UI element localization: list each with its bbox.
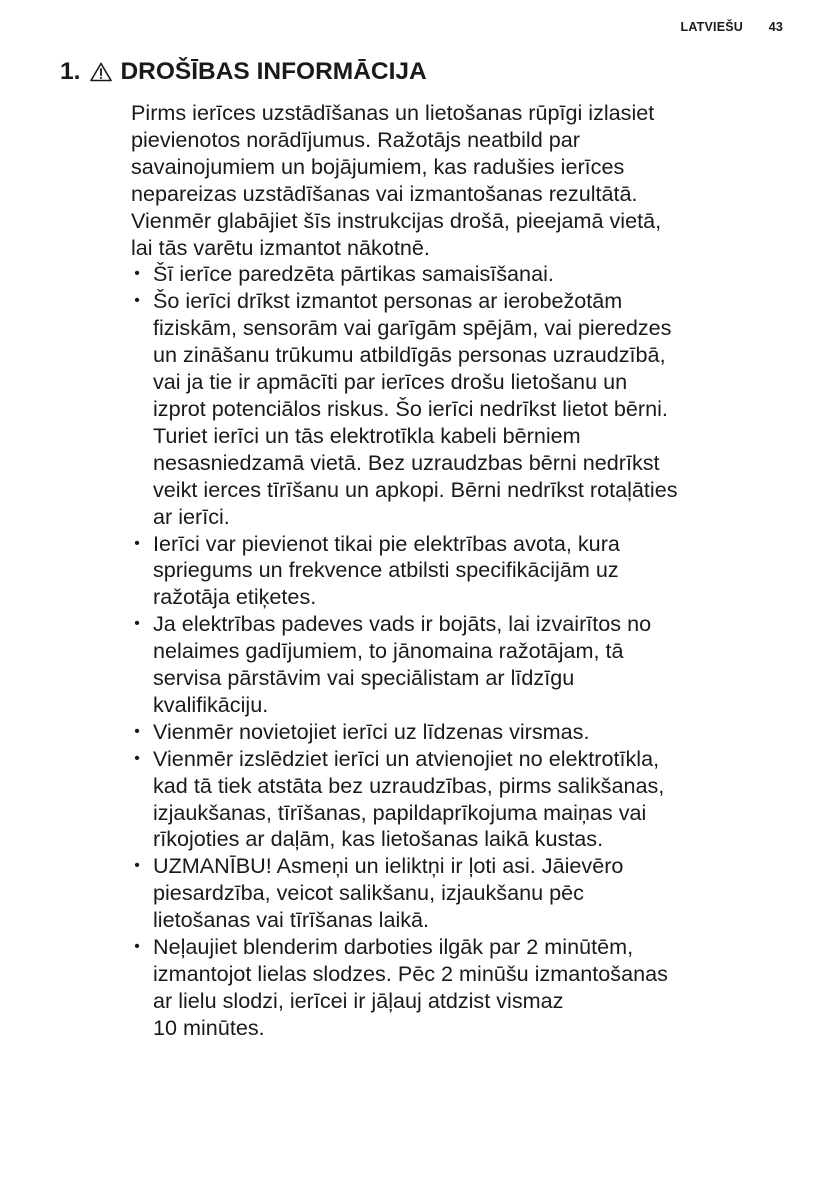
list-item — [131, 531, 791, 612]
list-item-text: Ja elektrības padeves vads ir bojāts, lai izvairītos no nelaimes gadījumiem, to jānomaina ražotājam, tā servisa pārstāvim vai speciālistam ar līdzīgu kvalifikāciju. — [153, 611, 652, 717]
list-item-text: Neļaujiet blenderim darboties ilgāk par 2 minūtēm, izmantojot lielas slodzes. Pēc 2 minūšu izmantošanas ar lielu slodzi, ierīcei ir jāļauj atdzist vismaz 10 minūtes. — [153, 934, 668, 1040]
list-item-text: Ierīci var pievienot tikai pie elektrības avota, kura spriegums un frekvence atbilsti specifikācijām uz ražotāja etiķetes. — [153, 530, 620, 610]
warning-triangle-icon — [90, 61, 112, 81]
bullet-icon: • — [134, 938, 140, 956]
safety-content — [131, 100, 791, 1042]
list-item — [131, 261, 791, 288]
list-item — [131, 853, 791, 934]
section-title — [60, 58, 427, 86]
section-title-text: DROŠĪBAS INFORMĀCIJA — [120, 58, 427, 85]
intro-paragraph: Pirms ierīces uzstādīšanas un lietošanas rūpīgi izlasiet pievienotos norādījumus. Ražotājs neatbild par savainojumiem un bojājumiem, kas radušies ierīces nepareizas uzstādīšanas vai izmantošanas rezultātā. Vienmēr glabājiet šīs instrukcijas drošā, pieejamā vietā, lai tās varētu izmantot nākotnē. — [131, 100, 662, 260]
list-item — [131, 746, 791, 854]
language-label: LATVIEŠU — [680, 20, 743, 34]
page-number: 43 — [768, 20, 783, 34]
bullet-icon: • — [134, 292, 140, 310]
bullet-icon: • — [134, 722, 140, 740]
bullet-icon: • — [134, 534, 140, 552]
page-header — [681, 20, 783, 34]
list-item-text: Šo ierīci drīkst izmantot personas ar ierobežotām fiziskām, sensorām vai garīgām spējām, vai pieredzes un zināšanu trūkumu atbildīgās personas uzraudzībā, vai ja tie ir apmācīti par ierīces drošu lietošanu un izprot potenciālos riskus. Šo ierīci nedrīkst lietot bērni. Turiet ierīci un tās elektrotīkla kabeli bērniem nesasniedzamā vietā. Bez uzraudzbas bērni nedrīkst veikt ierces tīrīšanu un apkopi. Bērni nedrīkst rotaļāties ar ierīci. — [153, 288, 678, 529]
bullet-icon: • — [134, 857, 140, 875]
list-item — [131, 934, 791, 1042]
list-item — [131, 611, 791, 719]
bullet-icon: • — [134, 749, 140, 767]
list-item-text: Šī ierīce paredzēta pārtikas samaisīšanai. — [153, 261, 554, 287]
list-item — [131, 719, 791, 746]
list-item-text: UZMANĪBU! Asmeņi un ieliktņi ir ļoti asi. Jāievēro piesardzība, veicot salikšanu, izjaukšanu pēc lietošanas vai tīrīšanas laikā. — [153, 853, 624, 933]
list-item-text: Vienmēr izslēdziet ierīci un atvienojiet no elektrotīkla, kad tā tiek atstāta bez uzraudzības, pirms salikšanas, izjaukšanas, tīrīšanas, papildaprīkojuma maiņas vai rīkojoties ar daļām, kas lietošanas laikā kustas. — [153, 745, 665, 852]
bullet-icon: • — [134, 265, 140, 283]
list-item — [131, 288, 791, 530]
list-item-text: Vienmēr novietojiet ierīci uz līdzenas virsmas. — [153, 718, 590, 744]
section-number: 1. — [60, 58, 81, 85]
bullet-icon: • — [134, 615, 140, 633]
safety-list — [131, 261, 791, 1041]
